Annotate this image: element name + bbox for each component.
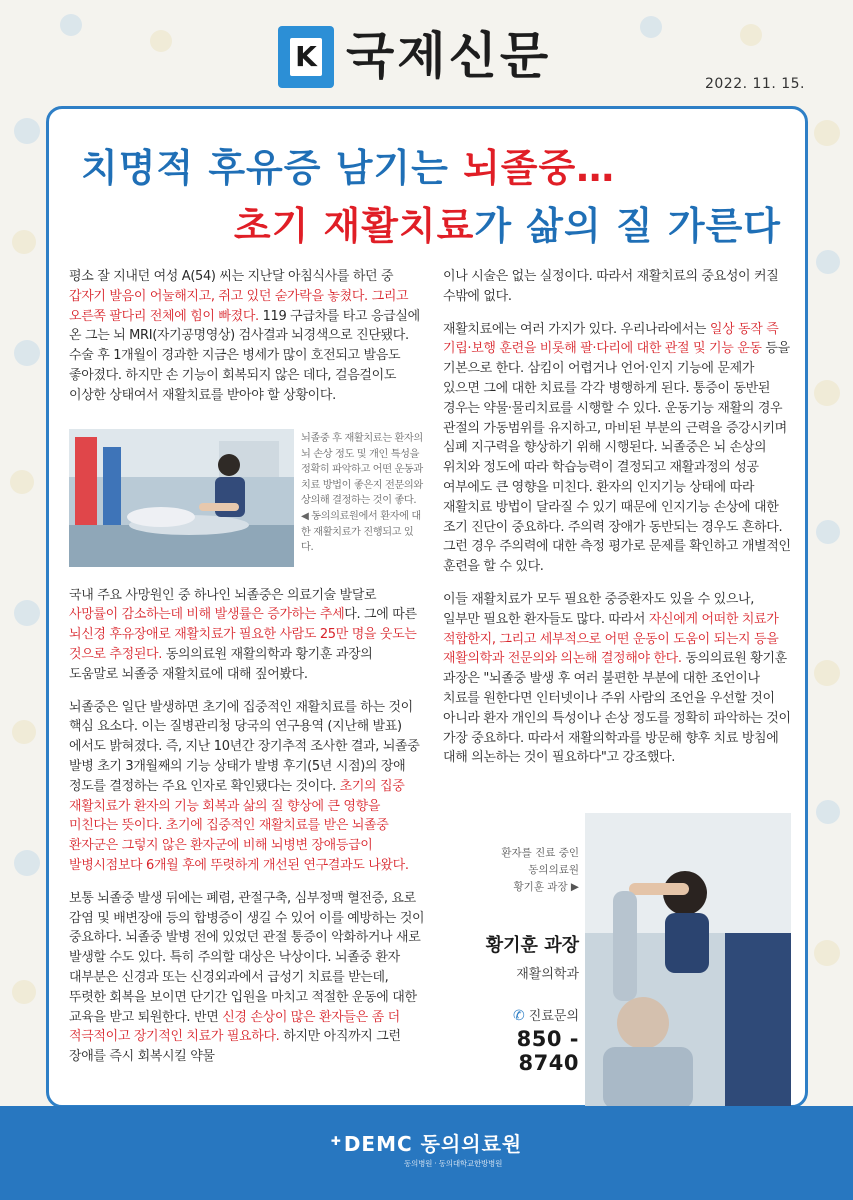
article-paragraph (443, 267, 791, 307)
article-column-left (69, 267, 425, 1080)
body-text: 국내 주요 사망원인 중 하나인 뇌졸중은 의료기술 발달로 (69, 587, 377, 603)
body-text: 보통 뇌졸중 발생 뒤에는 폐렴, 관절구축, 심부정맥 혈전증, 요로 감염 및 배변장애 등의 합병증이 생길 수 있어 이를 예방하는 것이 중요하다. 뇌졸중 발병 전에 있었던 관절 통증이 악화하거나 새로 발생할 수도 있다. 특히 주의할 대상은 낙상이다. 뇌졸중 환자 대부분은 신경과 또는 신경외과에서 급성기 치료를 받는데, 뚜렷한 회복을 보이면 단기간 입원을 마치고 적절한 운동에 대한 교육을 받고 퇴원한다. 반면 (69, 890, 425, 1025)
highlight-text: 자신에게 어떠한 치료가 적합한지, 그리고 세부적으로 어떤 운동이 도움이 되는지 등을 재활의학과 전문의와 의논해 결정해야 한다. (443, 611, 779, 667)
highlight-text: 일상 동작 즉 기립·보행 훈련을 비롯해 팔·다리에 대한 관절 및 기능 운동 (443, 321, 779, 357)
contact-label-text: 진료문의 (528, 1009, 579, 1024)
headline-line-1-red: 뇌졸중… (463, 146, 616, 190)
body-text: 이들 재활치료가 모두 필요한 중증환자도 있을 수 있으나, 일부만 필요한 환자들도 많다. 따라서 (443, 591, 755, 627)
photo2-caption-line: 동의의료원 (528, 864, 579, 876)
article-paragraph (69, 267, 425, 406)
hospital-brand: DEMC 동의의료원 (343, 1132, 523, 1156)
headline-line-2-red: 초기 재활치료 (233, 204, 475, 248)
headline-line-2-blue: 가 삶의 질 가른다 (474, 204, 781, 248)
logo-letter: K (290, 38, 322, 76)
body-text: 하지만 아직까지 그런 장애를 즉시 회복시킬 약물 (69, 1029, 401, 1065)
highlight-text: 사망률이 감소하는데 비해 발생률은 증가하는 추세 (69, 607, 345, 623)
body-text: 119 구급차를 타고 응급실에 온 그는 뇌 MRI(자기공명영상) 검사결과 뇌경색으로 진단됐다. 수술 후 1개월이 경과한 지금은 병세가 많이 호전되고 발음도 좋아졌다. 하지만 손 기능이 회복되지 않은 데다, 걸음걸이도 이상한 상태여서 재활치료를 받아야 할 상황이다. (69, 308, 420, 403)
article-paragraph (443, 320, 791, 577)
newspaper-name: 국제신문 (346, 27, 552, 85)
body-text: 뇌졸중은 일단 발생하면 초기에 집중적인 재활치료를 하는 것이 핵심 요소다. 이는 질병관리청 당국의 연구용역 (지난해 발표)에서도 밝혀졌다. 즉, 지난 10년간 장기추적 조사한 결과, 뇌졸중 발병 초기 3개월째의 기능 상태가 발병 후기(5년 시점)의 장애 정도를 결정하는 주요 인자로 확인됐다는 것이다. (69, 699, 420, 794)
masthead (0, 20, 853, 100)
contact-label (449, 1005, 579, 1024)
rehab-therapy-photo (69, 429, 294, 567)
publication-date: 2022. 11. 15. (704, 76, 805, 92)
highlight-text: 신경 손상이 많은 환자들은 좀 더 적극적이고 장기적인 치료가 필요하다. (69, 1009, 400, 1045)
photo2-caption-line: 황기훈 과장 ▶ (513, 881, 579, 893)
photo2-caption (449, 845, 579, 896)
highlight-text: 뇌신경 후유장애로 재활치료가 필요한 사람도 25만 명을 웃도는 것으로 추정된다. (69, 627, 417, 662)
highlight-text: 갑자기 발음이 어눌해지고, 쥐고 있던 숟가락을 놓쳤다. 그리고 오른쪽 팔다리 전체에 힘이 빠졌다. (69, 288, 409, 324)
doctor-name: 황기훈 과장 (485, 935, 579, 956)
body-text: 다. 그에 따른 (344, 607, 417, 623)
doctor-photo (585, 813, 791, 1109)
article-column-right (443, 267, 791, 781)
photo1-caption: 뇌졸중 후 재활치료는 환자의 뇌 손상 정도 및 개인 특성을 정확히 파악하고 어떤 운동과 치료 방법이 좋은지 전문의와 상의해 결정하는 것이 좋다. ◀ 동의의료원에서 환자에 대한 재활치료가 진행되고 있다. (301, 433, 423, 554)
article-frame (46, 106, 808, 1108)
hospital-footer (0, 1106, 853, 1200)
body-text: 재활치료에는 여러 가지가 있다. 우리나라에서는 (443, 321, 710, 337)
body-text: 동의의료원 황기훈 과장은 "뇌졸중 발생 후 여러 불편한 부분에 대한 조언이나 치료를 원한다면 인터넷이나 주위 사람의 조언을 우선할 것이 아니라 환자 개인의 특성이나 손상 정도를 정확히 파악하는 것이 가장 중요하다. 따라서 재활의학과를 방문해 향후 치료 방침에 대해 의논하는 것이 필요하다"고 강조했다. (443, 651, 791, 766)
article-paragraph (69, 889, 425, 1067)
article-paragraph (69, 586, 425, 685)
article-paragraph (443, 590, 791, 768)
body-text: 이나 시술은 없는 실정이다. 따라서 재활치료의 중요성이 커질 수밖에 없다. (443, 269, 779, 304)
hospital-cross-icon: ✚ (330, 1134, 342, 1148)
hospital-subtitle: 동의병원 · 동의대학교한방병원 (404, 1159, 503, 1168)
doctor-department: 재활의학과 (516, 967, 579, 982)
highlight-text: 초기의 집중 재활치료가 환자의 기능 회복과 삶의 질 향상에 큰 영향을 미친다는 뜻이다. 초기에 집중적인 재활치료를 받은 뇌졸중 환자군은 그렇지 않은 환자군에 비해 뇌병변 장애등급이 발병시점보다 6개월 후에 뚜렷하게 개선된 연구결과도 나왔다. (69, 778, 409, 873)
contact-phone: 850 - 8740 (516, 1027, 579, 1075)
headline-line-1-blue: 치명적 후유증 남기는 (81, 146, 464, 190)
article-paragraph (69, 698, 425, 876)
newspaper-logo-icon (278, 26, 334, 88)
body-text: 등을 기본으로 한다. 삼킴이 어렵거나 언어·인지 기능에 문제가 있으면 그에 대한 치료를 각각 병행하게 된다. 통증이 동반된 경우는 약물·물리치료를 시행할 수 있다. 운동기능 재활의 경우 관절의 가동범위를 유지하고, 마비된 부분의 근력을 증강시키며 심폐 지구력을 향상하기 위해 시행된다. 뇌졸중은 뇌 손상의 위치와 정도에 따라 학습능력이 결정되고 재활과정의 성공 여부에도 큰 영향을 미친다. 환자의 인지기능 상태에 따라 재활치료 방법이 달라질 수 있기 때문에 인지기능 손상에 대한 조기 진단이 중요하다. 주의력 장애가 동반되는 경우도 흔하다. 그런 경우 주의력에 대한 측정 평가로 문제를 확인하고 개별적인 훈련을 할 수 있다. (443, 341, 791, 575)
body-text: 동의의료원 재활의학과 황기훈 과장의 도움말로 뇌졸중 재활치료에 대해 짚어봤다. (69, 646, 373, 682)
headline-line-2 (234, 195, 781, 250)
body-text: 평소 잘 지내던 여성 A(54) 씨는 지난달 아침식사를 하던 중 (69, 269, 394, 284)
phone-icon: ✆ (513, 1008, 525, 1024)
photo2-caption-line: 환자를 진료 중인 (501, 847, 579, 859)
hospital-logo (0, 1128, 853, 1157)
headline-line-1 (81, 137, 615, 192)
